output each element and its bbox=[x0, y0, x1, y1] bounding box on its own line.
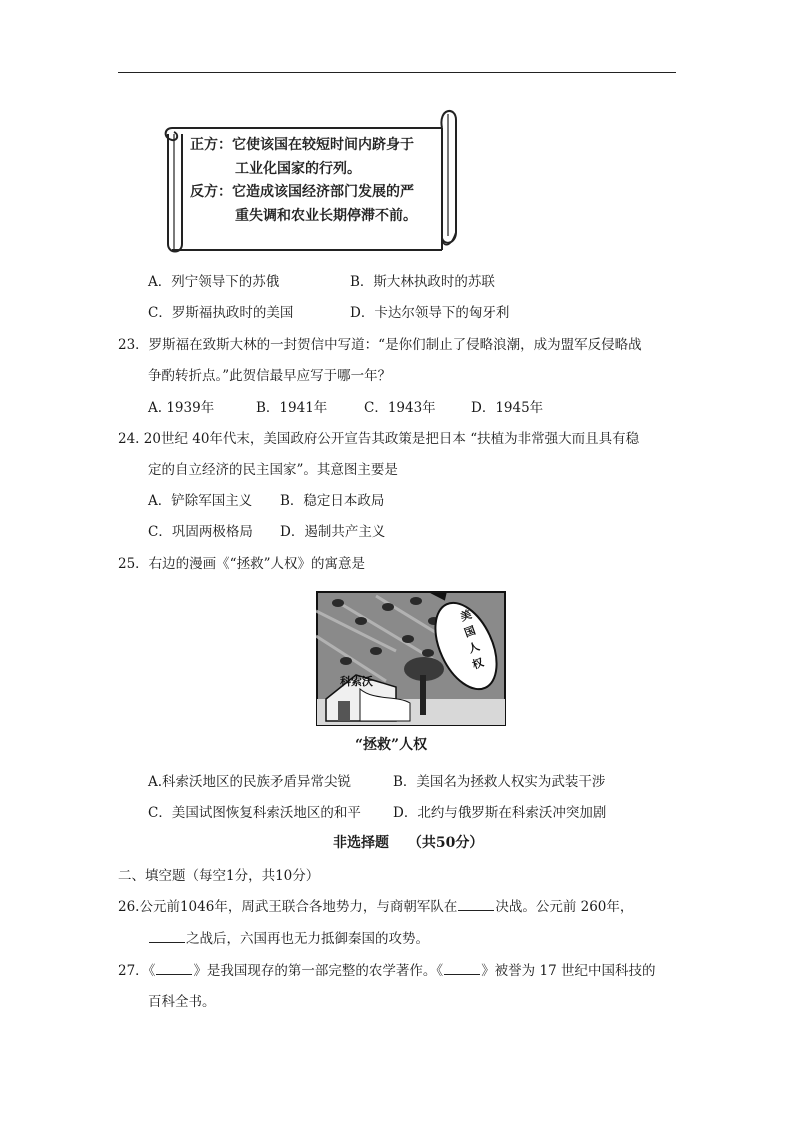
answer-blank[interactable] bbox=[444, 962, 480, 975]
answer-blank[interactable] bbox=[149, 930, 185, 943]
answer-blank[interactable] bbox=[156, 962, 192, 975]
q26-text: 26.公元前1046年，周武王联合各地势力，与商朝军队在 bbox=[118, 899, 458, 915]
q23-option-a: A. 1939年 bbox=[148, 400, 215, 416]
q23-option-d: D．1945年 bbox=[471, 400, 544, 416]
scroll-line: 工业化国家的行列。 bbox=[235, 160, 361, 177]
section-heading: 二、填空题（每空1分，共10分） bbox=[118, 868, 320, 884]
q23-option-b: B．1941年 bbox=[256, 400, 328, 416]
q26-text: 之战后，六国再也无力抵御秦国的攻势。 bbox=[186, 931, 429, 947]
q24-option-d: D．遏制共产主义 bbox=[280, 524, 386, 540]
scroll-line: 重失调和农业长期停滞不前。 bbox=[235, 207, 417, 224]
scroll-line: 反方：它造成该国经济部门发展的严 bbox=[190, 184, 414, 200]
svg-text:美: 美 bbox=[458, 607, 474, 624]
scroll-text bbox=[190, 134, 448, 228]
cartoon-image bbox=[316, 591, 506, 726]
q25-option-c: C．美国试图恢复科索沃地区的和平 bbox=[148, 805, 361, 821]
svg-text:国: 国 bbox=[462, 623, 478, 640]
q26-line1 bbox=[118, 895, 633, 915]
q23-stem-line1: 23．罗斯福在致斯大林的一封贺信中写道：“是你们制止了侵略浪潮，成为盟军反侵略战 bbox=[118, 337, 642, 353]
scroll-figure bbox=[160, 104, 460, 254]
q24-stem-line1: 24. 20世纪 40年代末，美国政府公开宣告其政策是把日本 “扶植为非常强大而且具有稳 bbox=[118, 431, 640, 447]
q27-text: 》被誉为 17 世纪中国科技的 bbox=[481, 963, 656, 979]
answer-blank[interactable] bbox=[458, 898, 494, 911]
q25-option-b: B．美国名为拯救人权实为武装干涉 bbox=[393, 774, 606, 790]
q27-text: 27．《 bbox=[118, 963, 156, 979]
header-rule bbox=[118, 72, 676, 73]
cartoon-caption: “拯救”人权 bbox=[355, 737, 428, 753]
q22-option-c: C．罗斯福执政时的美国 bbox=[148, 305, 294, 321]
q25-option-a: A.科索沃地区的民族矛盾异常尖锐 bbox=[148, 774, 352, 790]
svg-text:权: 权 bbox=[470, 655, 486, 672]
svg-text:科索沃: 科索沃 bbox=[340, 675, 373, 688]
scroll-line: 正方：它使该国在较短时间内跻身于 bbox=[190, 137, 414, 153]
q27-text: 》是我国现存的第一部完整的农学著作。《 bbox=[193, 963, 444, 979]
q26-line2 bbox=[148, 927, 429, 947]
q27-line1 bbox=[118, 959, 655, 979]
q24-option-a: A．铲除军国主义 bbox=[148, 493, 253, 509]
q27-line2: 百科全书。 bbox=[148, 994, 216, 1010]
q22-option-a: A．列宁领导下的苏俄 bbox=[148, 274, 280, 290]
q22-option-d: D．卡达尔领导下的匈牙利 bbox=[350, 305, 510, 321]
q24-stem-line2: 定的自立经济的民主国家”。其意图主要是 bbox=[148, 462, 398, 478]
section-title: 非选择题 （共50分） bbox=[333, 835, 484, 851]
q23-option-c: C．1943年 bbox=[364, 400, 436, 416]
q24-option-b: B．稳定日本政局 bbox=[280, 493, 385, 509]
q22-option-b: B．斯大林执政时的苏联 bbox=[350, 274, 495, 290]
q24-option-c: C．巩固两极格局 bbox=[148, 524, 253, 540]
q25-option-d: D．北约与俄罗斯在科索沃冲突加剧 bbox=[393, 805, 607, 821]
q25-stem: 25．右边的漫画《“拯救”人权》的寓意是 bbox=[118, 556, 365, 572]
svg-text:人: 人 bbox=[466, 639, 482, 656]
q23-stem-line2: 争酌转折点。”此贺信最早应写于哪一年？ bbox=[148, 368, 392, 384]
q26-text: 决战。公元前 260年， bbox=[495, 899, 634, 915]
